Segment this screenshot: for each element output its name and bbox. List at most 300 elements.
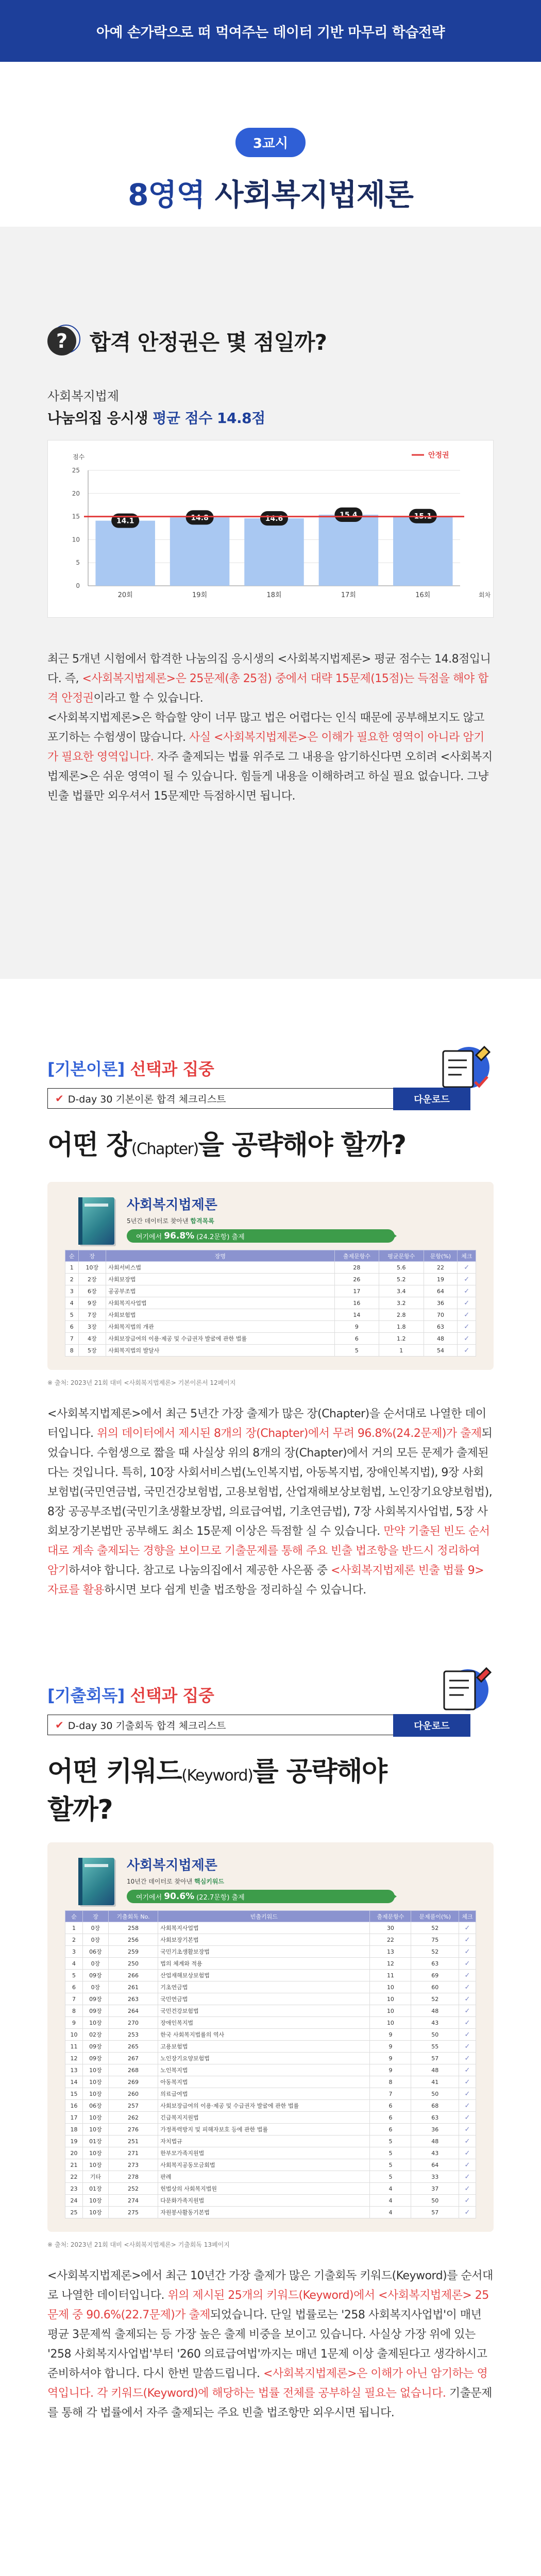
table-cell: 43 [411, 2147, 459, 2159]
average-highlight: 평균 점수 14.8점 [153, 410, 265, 427]
download-button[interactable]: 다운로드 [393, 1088, 470, 1110]
section2-tag-suffix: 선택과 집중 [124, 1059, 214, 1079]
section-past-exams [0, 1600, 541, 2423]
check-cell[interactable]: ✓ [459, 1922, 476, 1934]
table-cell: 5장 [78, 1345, 106, 1357]
table-cell: 10 [370, 2005, 411, 2017]
table-cell: 17 [65, 2112, 83, 2124]
table-cell: 14 [334, 1309, 379, 1321]
y-axis-label: 점수 [73, 453, 85, 461]
table-cell: 262 [108, 2112, 158, 2124]
table-cell: 노인복지법 [158, 2064, 370, 2076]
y-tick-label: 10 [72, 536, 80, 544]
y-tick-label: 20 [72, 489, 80, 497]
table-cell: 57 [411, 2207, 459, 2218]
table-cell: 36 [424, 1297, 458, 1309]
document-pencil-icon [433, 1657, 495, 1719]
section3-tag [47, 1683, 494, 1706]
table-cell: 21 [65, 2159, 83, 2171]
table-row [65, 1993, 476, 2005]
check-cell[interactable]: ✓ [459, 2041, 476, 2053]
table-cell: 사회서비스법 [106, 1262, 335, 1274]
table-cell: 30 [370, 1922, 411, 1934]
check-cell[interactable]: ✓ [459, 2088, 476, 2100]
table-cell: 64 [424, 1285, 458, 1297]
table-cell: 09장 [83, 2041, 109, 2053]
check-cell[interactable]: ✓ [458, 1262, 476, 1274]
table-cell: 사회복지공동모금회법 [158, 2159, 370, 2171]
table-cell: 68 [411, 2100, 459, 2112]
table-cell: 기타 [83, 2171, 109, 2183]
y-tick-label: 0 [76, 582, 80, 589]
rate-suffix: (24.2문항) 출제 [196, 1233, 245, 1241]
table-cell: 06장 [83, 2100, 109, 2112]
paragraph-run: 만약 기출된 빈도 순서대로 계속 출제되는 경향을 보이므로 기출문제를 통해 주요 빈출 법조항을 반드시 정리하여 암기 [47, 1525, 490, 1577]
table-cell: 9 [370, 2029, 411, 2041]
table-row [65, 1309, 476, 1321]
paragraph [47, 650, 494, 708]
x-tick-label: 19회 [192, 591, 208, 599]
paragraph-run: <사회복지법제론 빈출 법률 9> 자료를 활용 [47, 1564, 484, 1597]
section1-heading [47, 325, 494, 358]
table-cell: 268 [108, 2064, 158, 2076]
table-cell: 1.2 [379, 1333, 424, 1345]
table-cell: 63 [411, 2112, 459, 2124]
subject-label: 사회복지법제 [47, 389, 120, 403]
table-cell: 10 [370, 1981, 411, 1993]
average-prefix: 나눔의집 응시생 [47, 410, 153, 427]
table-row [65, 1274, 476, 1285]
table-cell: 장애인복지법 [158, 2017, 370, 2029]
check-cell[interactable]: ✓ [459, 2112, 476, 2124]
table-cell: 33 [411, 2171, 459, 2183]
question-main: 어떤 장 [47, 1130, 131, 1161]
table-row [65, 2100, 476, 2112]
check-cell[interactable]: ✓ [458, 1321, 476, 1333]
table-cell: 7 [370, 2088, 411, 2100]
table-cell: 260 [108, 2088, 158, 2100]
check-cell[interactable]: ✓ [458, 1333, 476, 1345]
check-cell[interactable]: ✓ [459, 2195, 476, 2207]
table-cell: 276 [108, 2124, 158, 2136]
table-cell: 10장 [83, 2207, 109, 2218]
check-cell[interactable]: ✓ [459, 2147, 476, 2159]
table-cell: 0장 [83, 1934, 109, 1946]
table-cell: 16 [65, 2100, 83, 2112]
rate-bar [127, 1229, 395, 1243]
table-cell: 13 [370, 1946, 411, 1958]
column-header: 문항(%) [424, 1250, 458, 1262]
textbook-icon [78, 1197, 114, 1245]
table-cell: 15 [65, 2088, 83, 2100]
column-header: 장 [83, 1911, 109, 1922]
table-row [65, 1922, 476, 1934]
source-note: ※ 출처: 2023년 21회 대비 <사회복지법제론> 기출회독 13페이지 [47, 2241, 230, 2248]
check-cell[interactable]: ✓ [459, 1946, 476, 1958]
table-cell: 19 [424, 1274, 458, 1285]
paragraph-run: <사회복지법제론>에서 최근 5년간 가장 출제가 많은 장(Chapter)을 순서대로 나열한 데이터입니다. [47, 1408, 486, 1440]
check-cell[interactable]: ✓ [459, 1958, 476, 1970]
table-row [65, 1297, 476, 1309]
table-row [65, 1333, 476, 1345]
table-cell: 25 [65, 2207, 83, 2218]
question-mark-icon: ? [47, 325, 80, 358]
table-cell: 6 [370, 2100, 411, 2112]
question-end: 를 공략해야 [252, 1756, 387, 1787]
check-cell[interactable]: ✓ [459, 2029, 476, 2041]
table-cell: 274 [108, 2195, 158, 2207]
table-row [65, 2029, 476, 2041]
paragraph-run: 위의 데이터에서 제시된 8개의 장(Chapter)에서 무려 96.8%(24.2문제)가 출제 [97, 1427, 482, 1440]
table-cell: 판례 [158, 2171, 370, 2183]
check-cell[interactable]: ✓ [458, 1297, 476, 1309]
paragraph-run: 기출문제를 통해 각 법률에서 자주 출제되는 주요 빈출 법조항만 외우시면 됩니다. [47, 2387, 492, 2419]
table-cell: 5.2 [379, 1274, 424, 1285]
keyword-table-card [47, 1842, 494, 2232]
table-cell: 265 [108, 2041, 158, 2053]
rate-value: 90.6% [164, 1891, 195, 1902]
table-row [65, 1285, 476, 1297]
table-cell: 11 [65, 2041, 83, 2053]
paragraph-run: <사회복지법제론>은 학습할 양이 너무 많고 법은 어렵다는 인식 때문에 공부해보지도 않고 포기하는 수험생이 많습니다. [47, 711, 484, 744]
table-cell: 다문화가족지원법 [158, 2195, 370, 2207]
table-cell: 256 [108, 1934, 158, 1946]
table-row [65, 2064, 476, 2076]
check-cell[interactable]: ✓ [459, 2100, 476, 2112]
table-cell: 헌법상의 사회복지법원 [158, 2183, 370, 2195]
table-row [65, 1958, 476, 1970]
section1-title: 합격 안정권은 몇 점일까? [90, 330, 327, 355]
paragraph-run: 위의 제시된 25개의 키워드(Keyword)에서 <사회복지법제론> 25문제 중 90.6%(22.7문제)가 출제 [47, 2289, 489, 2321]
table-cell: 11 [370, 1970, 411, 1981]
table-cell: 7장 [78, 1309, 106, 1321]
table-cell: 산업재해보상보험법 [158, 1970, 370, 1981]
column-header: 순 [65, 1911, 83, 1922]
paragraph-run: <사회복지법제론>은 이해가 아닌 암기하는 영역입니다. 각 키워드(Keyword)에 해당하는 법률 전체를 공부하실 필요는 없습니다. [47, 2367, 488, 2400]
rate-prefix: 여기에서 [136, 1893, 162, 1902]
table-cell: 사회복지사업법 [158, 1922, 370, 1934]
table-cell: 09장 [83, 2005, 109, 2017]
check-cell[interactable]: ✓ [458, 1285, 476, 1297]
table-cell: 48 [411, 2064, 459, 2076]
table-row [65, 2005, 476, 2017]
chapter-table-card [47, 1182, 494, 1370]
check-cell[interactable]: ✓ [458, 1309, 476, 1321]
table-cell: 250 [108, 1958, 158, 1970]
check-cell[interactable]: ✓ [459, 2053, 476, 2064]
table-cell: 4 [65, 1958, 83, 1970]
card-subject: 사회복지법제론 [127, 1197, 217, 1213]
table-cell: 69 [411, 1970, 459, 1981]
column-header: 순 [65, 1250, 79, 1262]
table-cell: 5 [65, 1309, 79, 1321]
table-cell: 52 [411, 1946, 459, 1958]
table-cell: 6 [334, 1333, 379, 1345]
table-cell: 257 [108, 2100, 158, 2112]
paragraph-run: <사회복지법제론>에서 최근 10년간 가장 출제가 많은 기출회독 키워드(Keyword)를 순서대로 나열한 데이터입니다. [47, 2269, 493, 2302]
table-cell: 4 [370, 2195, 411, 2207]
table-cell: 5 [65, 1970, 83, 1981]
table-cell: 3.2 [379, 1297, 424, 1309]
table-cell: 5 [334, 1345, 379, 1357]
table-cell: 24 [65, 2195, 83, 2207]
table-cell: 269 [108, 2076, 158, 2088]
table-cell: 50 [411, 2088, 459, 2100]
table-cell: 10장 [83, 2017, 109, 2029]
column-header: 출제문항수 [334, 1250, 379, 1262]
table-cell: 37 [411, 2183, 459, 2195]
table-row [65, 2171, 476, 2183]
table-cell: 10장 [83, 2088, 109, 2100]
check-icon: ✔ [55, 1719, 64, 1731]
table-cell: 1 [65, 1262, 79, 1274]
check-cell[interactable]: ✓ [459, 1981, 476, 1993]
table-row [65, 1970, 476, 1981]
question-small: (Keyword) [181, 1767, 253, 1785]
checklist-bar-basic [47, 1088, 470, 1109]
paragraph-run: <사회복지법제론>은 25문제(총 25점) 중에서 대략 15문제(15점)는 득점을 해야 합격 안정권 [47, 672, 488, 705]
data-label: 15.1 [414, 512, 432, 521]
x-tick-label: 20회 [117, 591, 133, 599]
table-cell: 10 [65, 2029, 83, 2041]
table-cell: 09장 [83, 1970, 109, 1981]
table-cell: 52 [411, 1922, 459, 1934]
table-cell: 6 [370, 2112, 411, 2124]
paragraph-run: 자주 출제되는 법률 위주로 그 내용을 암기하신다면 오히려 <사회복지법제론>은 쉬운 영역이 될 수 있습니다. 힘들게 내용을 이해하려고 하실 필요 없습니다. 그냥 빈출 법률만 외우셔서 15문제만 득점하시면 됩니다. [47, 751, 493, 803]
table-cell: 10장 [83, 2076, 109, 2088]
download-button[interactable]: 다운로드 [393, 1714, 470, 1737]
check-cell[interactable]: ✓ [459, 2136, 476, 2147]
table-cell: 4 [370, 2207, 411, 2218]
hero [0, 62, 541, 227]
table-cell: 253 [108, 2029, 158, 2041]
section3-tag-suffix: 선택과 집중 [124, 1686, 214, 1705]
check-cell[interactable]: ✓ [459, 2064, 476, 2076]
card-desc-prefix: 10년간 데이터로 찾아낸 [127, 1878, 195, 1885]
table-cell: 0장 [83, 1922, 109, 1934]
check-cell[interactable]: ✓ [458, 1345, 476, 1357]
y-tick-label: 15 [72, 513, 80, 520]
table-cell: 법의 체계와 적용 [158, 1958, 370, 1970]
table-cell: 17 [334, 1285, 379, 1297]
check-cell[interactable]: ✓ [459, 2017, 476, 2029]
top-banner-text: 아예 손가락으로 떠 먹여주는 데이터 기반 마무리 학습전략 [96, 24, 445, 41]
table-cell: 10장 [83, 2124, 109, 2136]
table-cell: 50 [411, 2029, 459, 2041]
bar [170, 517, 230, 586]
table-cell: 258 [108, 1922, 158, 1934]
check-cell[interactable]: ✓ [459, 1993, 476, 2005]
table-cell: 264 [108, 2005, 158, 2017]
card-desc [127, 1877, 476, 1886]
card-desc [127, 1216, 476, 1225]
table-cell: 63 [424, 1321, 458, 1333]
check-cell[interactable]: ✓ [459, 1970, 476, 1981]
card-desc-prefix: 5년간 데이터로 찾아낸 [127, 1217, 191, 1225]
table-row [65, 2207, 476, 2218]
data-label: 14.8 [191, 514, 209, 522]
table-cell: 0장 [83, 1981, 109, 1993]
rate-suffix: (22.7문항) 출제 [196, 1893, 245, 1902]
table-cell: 1 [65, 1922, 83, 1934]
question-line2: 할까? [47, 1794, 113, 1825]
table-row [65, 2124, 476, 2136]
card-desc-bold: 핵심키워드 [194, 1878, 225, 1885]
y-tick-label: 5 [76, 559, 80, 567]
table-cell: 사회보장기본법 [158, 1934, 370, 1946]
table-cell: 5 [370, 2136, 411, 2147]
table-cell: 긴급복지지원법 [158, 2112, 370, 2124]
table-cell: 6 [65, 1981, 83, 1993]
table-cell: 9 [370, 2053, 411, 2064]
table-cell: 10장 [83, 2064, 109, 2076]
table-cell: 261 [108, 1981, 158, 1993]
table-cell: 8 [370, 2076, 411, 2088]
section2-tag [47, 1056, 494, 1080]
section3-tag-label: [기출회독] [47, 1686, 125, 1705]
table-cell: 57 [411, 2053, 459, 2064]
section2-question [47, 1128, 494, 1166]
table-cell: 13 [65, 2064, 83, 2076]
table-cell: 9 [370, 2064, 411, 2076]
table-cell: 9 [65, 2017, 83, 2029]
checklist-label: D-day 30 기출회독 합격 체크리스트 [67, 1720, 226, 1732]
table-cell: 54 [424, 1345, 458, 1357]
table-cell: 70 [424, 1309, 458, 1321]
check-cell[interactable]: ✓ [459, 1934, 476, 1946]
table-row [65, 2017, 476, 2029]
question-main: 어떤 키워드 [47, 1756, 182, 1787]
column-header: 체크 [458, 1250, 476, 1262]
table-cell: 3 [65, 1946, 83, 1958]
table-cell: 20 [65, 2147, 83, 2159]
table-cell: 5.6 [379, 1262, 424, 1274]
table-cell: 4 [65, 1297, 79, 1309]
table-cell: 01장 [83, 2136, 109, 2147]
table-cell: 사회보험법 [106, 1309, 335, 1321]
table-cell: 사회복지법의 발달사 [106, 1345, 335, 1357]
paragraph-run: 이라고 할 수 있습니다. [93, 692, 204, 705]
check-cell[interactable]: ✓ [459, 2207, 476, 2218]
table-cell: 273 [108, 2159, 158, 2171]
check-cell[interactable]: ✓ [459, 2005, 476, 2017]
table-row [65, 2195, 476, 2207]
column-header: 체크 [459, 1911, 476, 1922]
table-cell: 12 [370, 1958, 411, 1970]
period-badge: 3교시 [235, 128, 306, 157]
table-cell: 19 [65, 2136, 83, 2147]
table-cell: 6 [65, 1321, 79, 1333]
table-cell: 14 [65, 2076, 83, 2088]
table-cell: 한부모가족지원법 [158, 2147, 370, 2159]
table-cell: 7 [65, 1993, 83, 2005]
table-cell: 아동복지법 [158, 2076, 370, 2088]
table-row [65, 1946, 476, 1958]
table-cell: 270 [108, 2017, 158, 2029]
table-cell: 5 [370, 2171, 411, 2183]
x-tick-label: 18회 [266, 591, 282, 599]
section-pass-score [0, 227, 541, 979]
check-cell[interactable]: ✓ [459, 2124, 476, 2136]
table-cell: 국민연금법 [158, 1993, 370, 2005]
question-small: (Chapter) [131, 1140, 198, 1158]
table-cell: 48 [411, 2005, 459, 2017]
table-cell: 10 [370, 2017, 411, 2029]
table-cell: 사회보장급여의 이용·제공 및 수급권자 발굴에 관한 법률 [158, 2100, 370, 2112]
check-cell[interactable]: ✓ [459, 2076, 476, 2088]
card-header [127, 1855, 476, 1903]
table-cell: 10장 [83, 2195, 109, 2207]
table-cell: 1 [379, 1345, 424, 1357]
card-header [127, 1194, 476, 1243]
table-cell: 공공부조법 [106, 1285, 335, 1297]
score-chart-svg [48, 440, 494, 618]
table-cell: 0장 [83, 1958, 109, 1970]
x-tick-label: 17회 [341, 591, 356, 599]
paragraph-run: 되었습니다. 수험생으로 짧을 때 사실상 위의 8개의 장(Chapter)에서 거의 모든 문제가 출제된다는 것입니다. 특히, 10장 사회서비스법(노인복지법, 아동복지법, 장애인복지법), 9장 사회보험법(국민연금법, 국민건강보험법, 고용보험법, 산업재해보상보험법, 노인장기요양보험법), 8장 공공부조법(국민기초생활보장법, 의료급여법, 기초연금법), 7장 사회복지사업법, 5장 사회보장기본법만 공부해도 최소 15문제 이상은 득점할 실 수 있습니다. [47, 1427, 493, 1538]
bar [244, 518, 304, 586]
table-cell: 사회복지사업법 [106, 1297, 335, 1309]
column-header: 장명 [106, 1250, 335, 1262]
check-cell[interactable]: ✓ [459, 2183, 476, 2195]
table-cell: 23 [65, 2183, 83, 2195]
table-cell: 2.8 [379, 1309, 424, 1321]
table-cell: 63 [411, 1958, 459, 1970]
table-cell: 10 [370, 1993, 411, 2005]
table-cell: 가정폭력방지 및 피해자보호 등에 관한 법률 [158, 2124, 370, 2136]
title-subject: 사회복지법제론 [214, 177, 413, 212]
table-cell: 48 [424, 1333, 458, 1345]
section2-description [47, 1404, 494, 1600]
bar [95, 521, 155, 586]
column-header: 문제풀이(%) [411, 1911, 459, 1922]
table-cell: 2 [65, 1934, 83, 1946]
table-row [65, 2159, 476, 2171]
table-cell: 국민기초생활보장법 [158, 1946, 370, 1958]
table-cell: 4 [370, 2183, 411, 2195]
table-cell: 8 [65, 2005, 83, 2017]
section3-description [47, 2266, 494, 2423]
table-cell: 자치법규 [158, 2136, 370, 2147]
table-cell: 41 [411, 2076, 459, 2088]
table-cell: 3장 [78, 1321, 106, 1333]
table-row [65, 2088, 476, 2100]
table-cell: 22 [65, 2171, 83, 2183]
legend-label: 안정권 [428, 451, 449, 460]
paragraph-run: 최근 5개년 시험에서 합격한 나눔의집 응시생의 <사회복지법제론> 평균 점수는 14.8점입니다. 즉, [47, 653, 491, 685]
title-prefix: 8영역 [128, 177, 205, 212]
table-cell: 10장 [78, 1262, 106, 1274]
table-cell: 75 [411, 1934, 459, 1946]
table-cell: 263 [108, 1993, 158, 2005]
table-cell: 6 [370, 2124, 411, 2136]
table-cell: 22 [424, 1262, 458, 1274]
check-cell[interactable]: ✓ [459, 2171, 476, 2183]
table-cell: 사회보장법 [106, 1274, 335, 1285]
rate-prefix: 여기에서 [136, 1233, 162, 1241]
data-label: 14.6 [265, 515, 283, 523]
section3-question [47, 1755, 494, 1827]
table-cell: 국민건강보험법 [158, 2005, 370, 2017]
table-cell: 10장 [83, 2112, 109, 2124]
table-cell: 09장 [83, 2053, 109, 2064]
check-cell[interactable]: ✓ [458, 1274, 476, 1285]
card-desc-bold: 합격목록 [190, 1217, 214, 1225]
table-cell: 3.4 [379, 1285, 424, 1297]
bar [393, 516, 453, 586]
table-cell: 50 [411, 2195, 459, 2207]
check-cell[interactable]: ✓ [459, 2159, 476, 2171]
